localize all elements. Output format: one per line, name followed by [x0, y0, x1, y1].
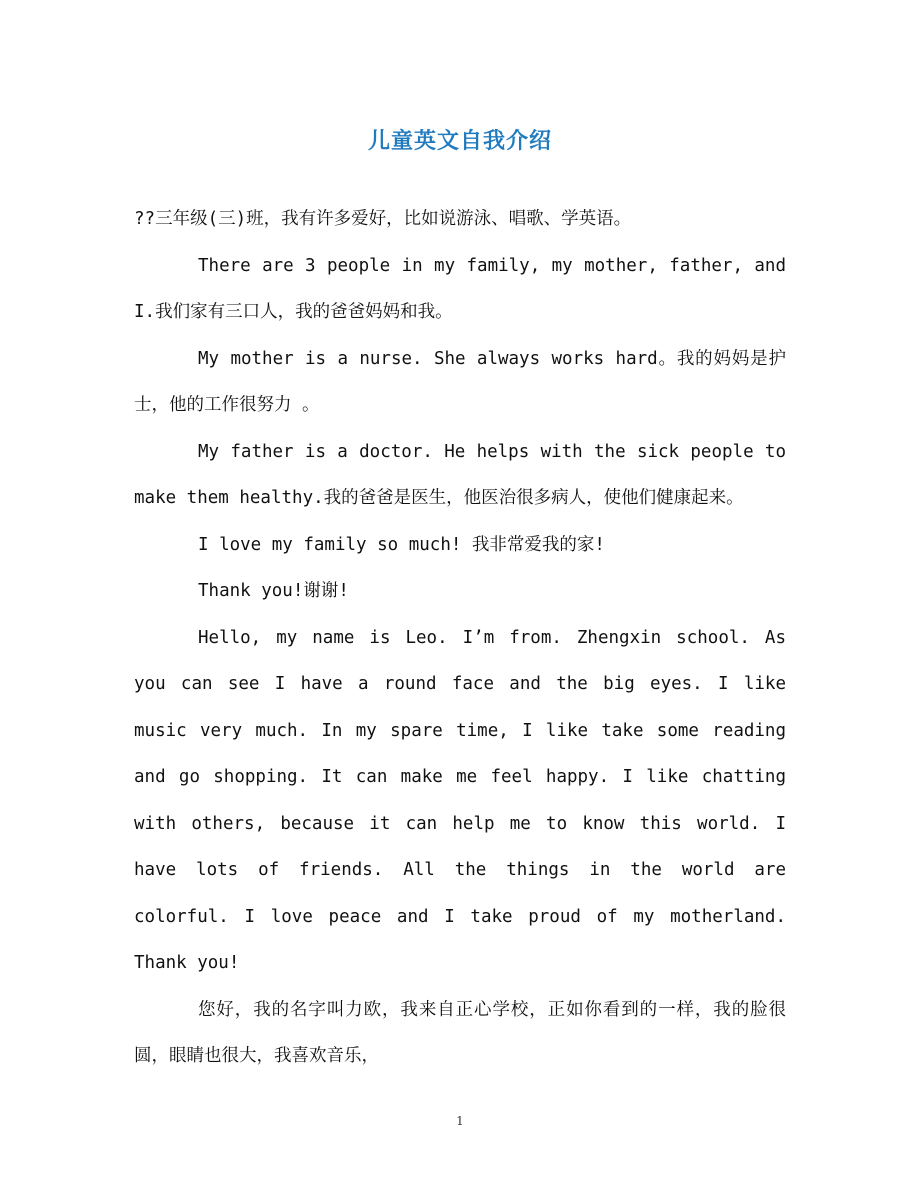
page-number: 1 [456, 1114, 464, 1128]
paragraph-self-intro-english: Hello, my name is Leo. I’m from. Zhengxin school. As you can see I have a round face and the big eyes. I like music very much. In my spare time, I like take some reading and go shopping. It can make me feel happy. I like chatting with others, because it can help me to know this world. I have lots of friends. All the things in the world are colorful. I love peace and I take proud of my motherland. Thank you! [134, 627, 786, 973]
paragraph-love-family: I love my family so much! 我非常爱我的家! [198, 534, 605, 555]
paragraph-self-intro-chinese: 您好，我的名字叫力欧，我来自正心学校，正如你看到的一样，我的脸很圆，眼睛也很大，我喜欢音乐， [134, 999, 786, 1066]
paragraph-class-hobbies: ??三年级(三)班，我有许多爱好，比如说游泳、唱歌、学英语。 [134, 209, 632, 229]
document-title: 儿童英文自我介绍 [367, 128, 552, 154]
paragraph-thank-you: Thank you!谢谢! [198, 581, 349, 601]
paragraph-mother: My mother is a nurse. She always works hard。我的妈妈是护士，他的工作很努力 。 [134, 348, 786, 415]
document-body [134, 196, 786, 1080]
paragraph-family-members: There are 3 people in my family, my mother, father, and I.我们家有三口人，我的爸爸妈妈和我。 [134, 255, 786, 322]
paragraph-father: My father is a doctor. He helps with the sick people to make them healthy.我的爸爸是医生，他医治很多病人，使他们健康起来。 [134, 441, 786, 508]
